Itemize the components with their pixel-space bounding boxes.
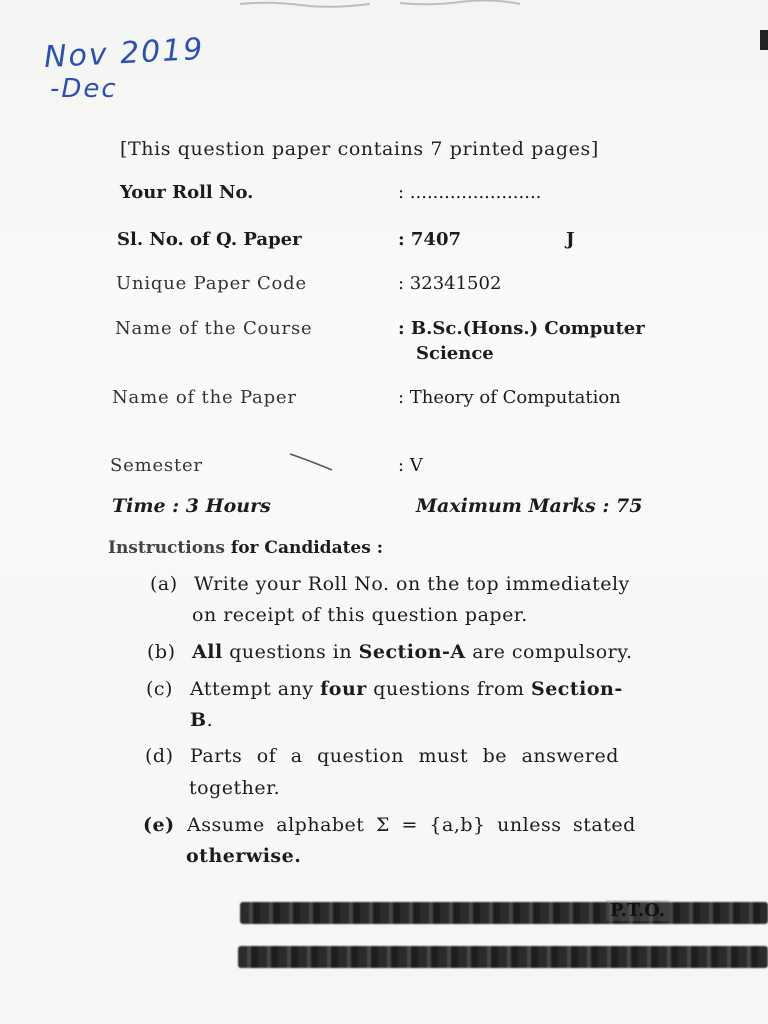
instruction-d-line1: Parts of a question must be answered — [190, 745, 619, 767]
paper-name-label: Name of the Paper — [112, 387, 297, 408]
roll-no-label: Your Roll No. — [120, 182, 254, 203]
course-value: : B.Sc.(Hons.) Computer — [398, 318, 645, 339]
pen-stroke — [288, 450, 338, 474]
course-label: Name of the Course — [115, 318, 313, 339]
instruction-a-marker: (a) — [150, 573, 178, 595]
instructions-heading — [108, 538, 383, 558]
footer-smudge-top — [240, 902, 768, 924]
instruction-c-text2: questions from — [366, 678, 531, 700]
instruction-c-section: Section- — [531, 678, 623, 700]
semester-value: : V — [398, 455, 423, 476]
pto-label: P.T.O. — [606, 900, 669, 921]
paper-code-value: : 32341502 — [398, 273, 502, 294]
serial-no-label: Sl. No. of Q. Paper — [117, 229, 302, 250]
right-edge-mark — [760, 30, 768, 50]
instruction-d-marker: (d) — [145, 745, 174, 767]
instruction-b-marker: (b) — [147, 641, 176, 663]
serial-no-suffix: J — [566, 229, 575, 250]
paper-name-value: : Theory of Computation — [398, 387, 621, 408]
instruction-b-text2: are compulsory. — [465, 641, 633, 663]
instruction-e-marker: (e) — [143, 814, 175, 836]
instruction-d-line2: together. — [189, 777, 281, 799]
instruction-c-text: Attempt any — [190, 678, 321, 700]
maximum-marks: Maximum Marks : 75 — [416, 495, 643, 517]
instruction-e-line2: otherwise. — [186, 845, 302, 867]
handwritten-date: Nov 2019 — [43, 31, 206, 76]
instruction-c-line1 — [190, 678, 623, 700]
instruction-b-all: All — [192, 641, 223, 663]
instruction-e-line1: Assume alphabet Σ = {a,b} unless stated — [187, 814, 636, 836]
paper-code-label: Unique Paper Code — [116, 273, 307, 294]
handwritten-date-2: -Dec — [50, 74, 118, 104]
instruction-a-line2: on receipt of this question paper. — [192, 604, 528, 626]
instructions-heading-part1: Instructions — [108, 538, 225, 558]
instruction-b-text: questions in — [222, 641, 359, 663]
instruction-b-section: Section-A — [358, 641, 466, 663]
instruction-c-line2 — [190, 709, 213, 731]
time-allowed: Time : 3 Hours — [112, 495, 271, 517]
pages-header: [This question paper contains 7 printed pages] — [120, 138, 599, 160]
semester-label: Semester — [110, 455, 203, 476]
instruction-c-four: four — [320, 678, 367, 700]
instructions-heading-part2: for Candidates : — [224, 538, 384, 558]
instruction-c-b: B — [190, 709, 207, 731]
instruction-c-marker: (c) — [146, 678, 173, 700]
instruction-b-line1 — [192, 641, 632, 663]
instruction-c-period: . — [206, 709, 214, 731]
roll-no-value: : ....................... — [398, 182, 542, 203]
top-scribble — [230, 0, 530, 8]
serial-no-value: : 7407 — [398, 229, 462, 250]
instruction-a-line1: Write your Roll No. on the top immediately — [194, 573, 630, 595]
course-value-2: Science — [416, 343, 494, 364]
footer-smudge-bottom — [238, 946, 768, 968]
